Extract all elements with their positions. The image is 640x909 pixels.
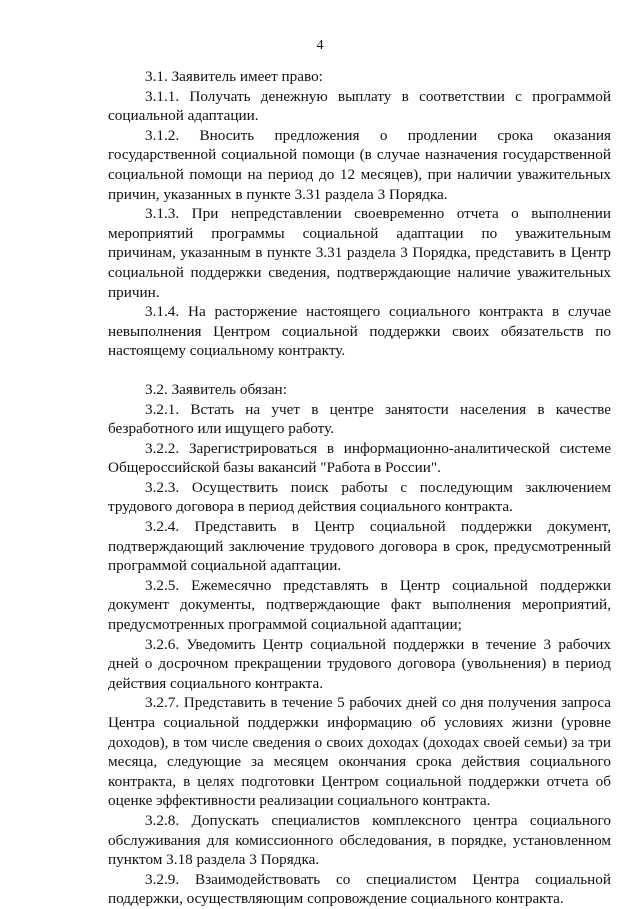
paragraph-3-1-2: 3.1.2. Вносить предложения о продлении срока оказания государственной социальной помощи (в случае назначения государственной социальной помощи на период до 12 месяцев), при наличии уважительных причин, указанных в пункте 3.31 раздела 3 Порядка. [108, 126, 611, 203]
paragraph-3-2-7: 3.2.7. Представить в течение 5 рабочих дней со дня получения запроса Центра социальной поддержки информацию об условиях жизни (уровне доходов), в том числе сведения о своих доходах (доходах своей семьи) за три месяца, следующие за месяцем окончания срока действия социального контракта, в целях подготовки Центром социальной поддержки отчета об оценке эффективности реализации социального контракта. [108, 694, 611, 810]
paragraph-3-2-8: 3.2.8. Допускать специалистов комплексного центра социального обслуживания для комиссионного обследования, в порядке, установленном пунктом 3.18 раздела 3 Порядка. [108, 811, 611, 869]
paragraph-3-2-4: 3.2.4. Представить в Центр социальной поддержки документ, подтверждающий заключение трудового договора в срок, предусмотренный программой социальной адаптации. [108, 518, 611, 575]
paragraph-3-2-3: 3.2.3. Осуществить поиск работы с последующим заключением трудового договора в период действия социального контракта. [108, 478, 611, 516]
document-body [108, 67, 611, 909]
paragraph-3-1-3: 3.1.3. При непредставлении своевременно отчета о выполнении мероприятий программы социальной адаптации по уважительным причинам, указанным в пункте 3.31 раздела 3 Порядка, представить в Центр социальной поддержки сведения, подтверждающие наличие уважительных причин. [108, 205, 611, 301]
section-heading-rights: 3.1. Заявитель имеет право: [145, 68, 323, 85]
paragraph-3-2-9: 3.2.9. Взаимодействовать со специалистом Центра социальной поддержки, осуществляющим сопровождение социального контракта. [108, 870, 611, 908]
paragraph-3-2-2: 3.2.2. Зарегистрироваться в информационно-аналитической системе Общероссийской базы вакансий "Работа в России". [108, 439, 611, 477]
section-spacer [108, 361, 611, 380]
paragraph-3-1-4: 3.1.4. На расторжение настоящего социального контракта в случае невыполнения Центром социальной поддержки своих обязательств по настоящему социальному контракту. [108, 303, 611, 360]
paragraph-3-1-1: 3.1.1. Получать денежную выплату в соответствии с программой социальной адаптации. [108, 87, 611, 125]
section-heading-obligations: 3.2. Заявитель обязан: [145, 380, 287, 398]
paragraph-3-2-1: 3.2.1. Встать на учет в центре занятости населения в качестве безработного или ищущего работу. [108, 400, 611, 438]
paragraph-3-2-5: 3.2.5. Ежемесячно представлять в Центр социальной поддержки документ документы, подтверждающие факт выполнения мероприятий, предусмотренных программой социальной адаптации; [108, 576, 611, 634]
paragraph-3-2-6: 3.2.6. Уведомить Центр социальной поддержки в течение 3 рабочих дней о досрочном прекращении трудового договора (увольнения) в период действия социального контракта. [108, 635, 611, 692]
page-number: 4 [316, 38, 324, 53]
